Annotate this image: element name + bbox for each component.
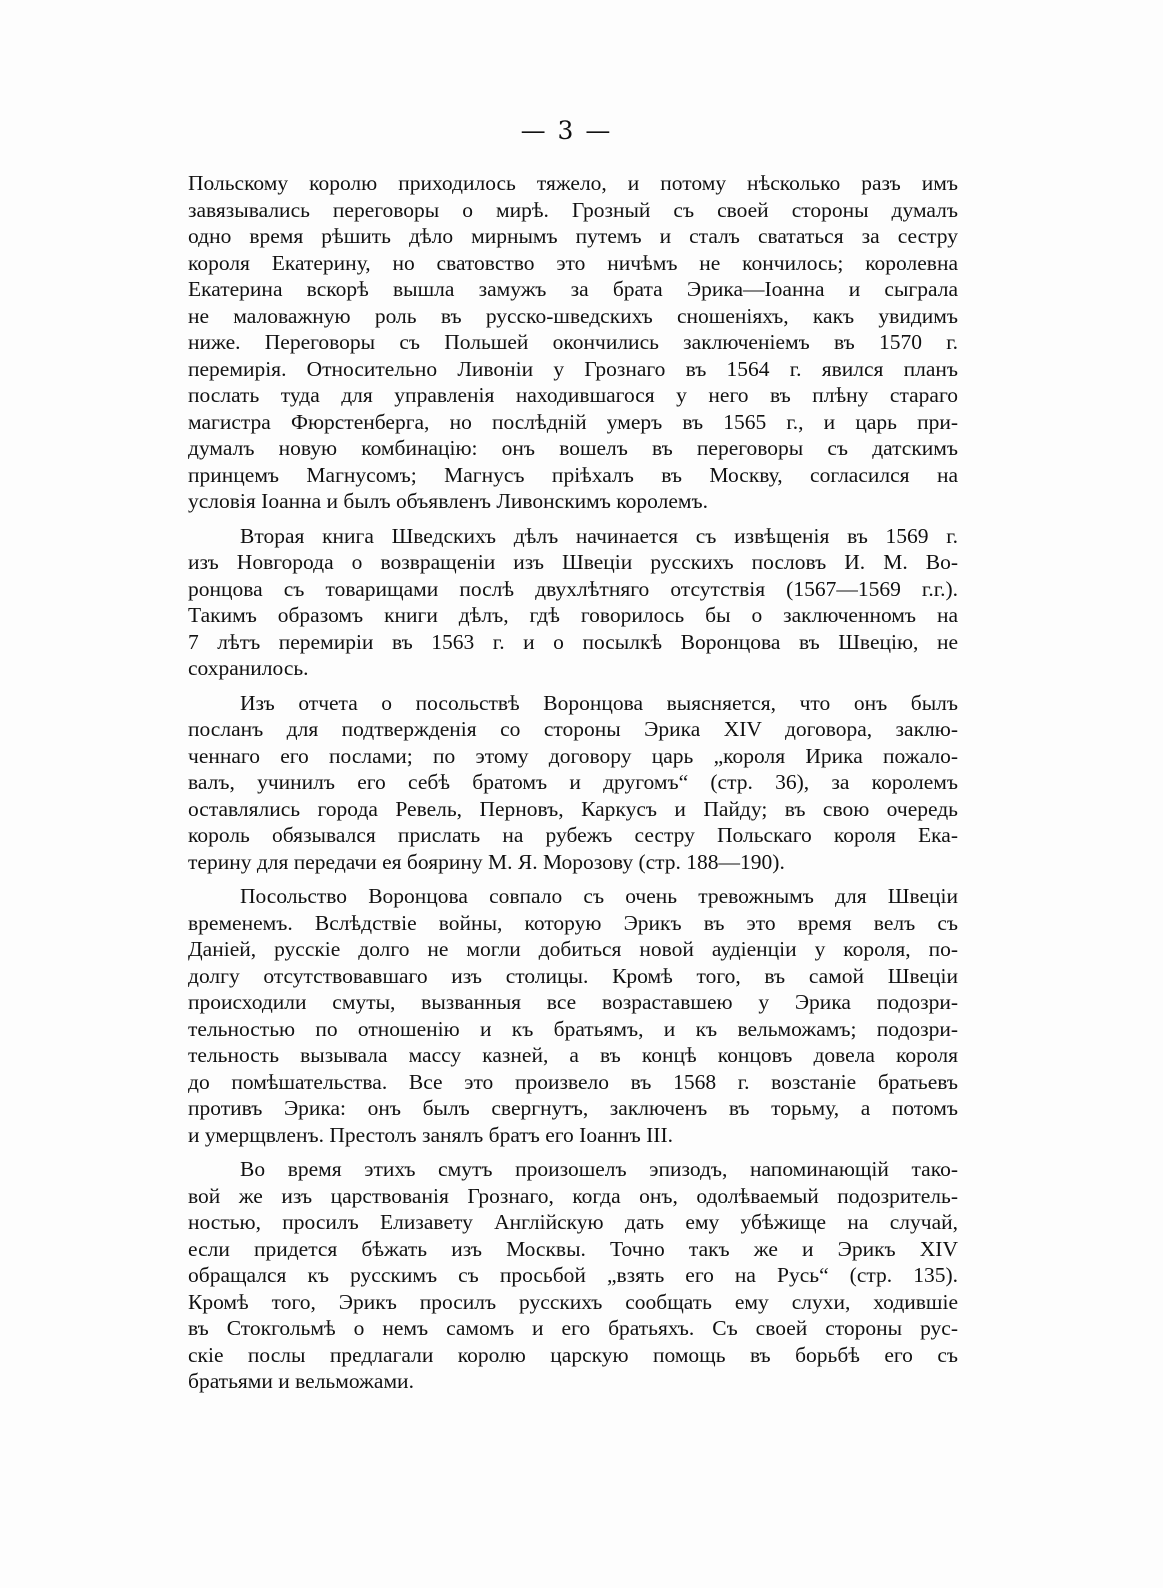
text-line: Такимъ образомъ книги дѣлъ, гдѣ говорилось бы о заключенномъ на xyxy=(188,603,958,627)
text-line: одно время рѣшить дѣло мирнымъ путемъ и сталъ свататься за сестру xyxy=(188,224,958,248)
text-line: ченнаго его послами; по этому договору царь „короля Ирика пожало- xyxy=(188,743,958,768)
paragraph xyxy=(188,883,958,1148)
text-line: до помѣшательства. Все это произвело въ 1568 г. возстаніе братьевъ xyxy=(188,1069,958,1094)
paragraph xyxy=(188,523,958,682)
text-line: условія Іоанна и былъ объявленъ Ливонскимъ королемъ. xyxy=(188,489,708,513)
text-line: вой же изъ царствованія Грознаго, когда онъ, одолѣваемый подозритель- xyxy=(188,1183,958,1208)
text-line: происходили смуты, вызванныя все возраставшею у Эрика подозри- xyxy=(188,990,958,1014)
text-line: Посольство Воронцова совпало съ очень тревожнымъ для Швеціи xyxy=(240,884,958,908)
paragraph xyxy=(188,1156,958,1395)
text-line: короля Екатерину, но сватовство это ничѣмъ не кончилось; королевна xyxy=(188,250,958,275)
text-line: временемъ. Вслѣдствіе войны, которую Эрикъ въ это время велъ съ xyxy=(188,910,958,935)
text-line: 7 лѣтъ перемиріи въ 1563 г. и о посылкѣ Воронцова въ Швецію, не xyxy=(188,629,958,654)
text-line: валъ, учинилъ его себѣ братомъ и другомъ“ (стр. 36), за королемъ xyxy=(188,770,958,794)
text-line: думалъ новую комбинацію: онъ вошелъ въ переговоры съ датскимъ xyxy=(188,436,958,460)
page-number: — 3 — xyxy=(520,116,613,145)
text-line: ронцова съ товарищами послѣ двухлѣтняго отсутствія (1567—1569 г.г.). xyxy=(188,576,958,601)
text-line: перемирія. Относительно Ливоніи у Грознаго въ 1564 г. явился планъ xyxy=(188,356,958,381)
text-line: тельностью по отношенію и къ братьямъ, и къ вельможамъ; подозри- xyxy=(188,1016,958,1041)
text-line: принцемъ Магнусомъ; Магнусъ пріѣхалъ въ Москву, согласился на xyxy=(188,462,958,487)
text-line: терину для передачи ея боярину М. Я. Морозову (стр. 188—190). xyxy=(188,849,785,874)
paragraph xyxy=(188,690,958,876)
text-line: посланъ для подтвержденія со стороны Эрика XIV договора, заклю- xyxy=(188,717,958,741)
text-line: послать туда для управленія находившагося у него въ плѣну стараго xyxy=(188,383,958,407)
text-line: Вторая книга Шведскихъ дѣлъ начинается съ извѣщенія въ 1569 г. xyxy=(240,523,958,548)
text-line: изъ Новгорода о возвращеніи изъ Швеціи русскихъ пословъ И. М. Во- xyxy=(188,550,958,574)
text-line: завязывались переговоры о мирѣ. Грозный съ своей стороны думалъ xyxy=(188,197,958,222)
text-line: въ Стокгольмѣ о немъ самомъ и его братьяхъ. Съ своей стороны рус- xyxy=(188,1316,958,1340)
text-line: ниже. Переговоры съ Польшей окончились заключеніемъ въ 1570 г. xyxy=(188,330,958,354)
text-line: ностью, просилъ Елизавету Англійскую дать ему убѣжище на случай, xyxy=(188,1210,958,1234)
text-line: противъ Эрика: онъ былъ свергнутъ, заключенъ въ торьму, а потомъ xyxy=(188,1096,958,1120)
text-line: долгу отсутствовавшаго изъ столицы. Кромѣ того, въ самой Швеціи xyxy=(188,963,958,988)
text-line: не маловажную роль въ русско-шведскихъ сношеніяхъ, какъ увидимъ xyxy=(188,303,958,328)
text-line: король обязывался прислать на рубежъ сестру Польскаго короля Ека- xyxy=(188,823,958,847)
text-line: если придется бѣжать изъ Москвы. Точно такъ же и Эрикъ XIV xyxy=(188,1236,958,1261)
text-line: Изъ отчета о посольствѣ Воронцова выясняется, что онъ былъ xyxy=(240,690,958,715)
body-text xyxy=(188,170,958,1403)
text-line: Даніей, русскіе долго не могли добиться новой аудіенціи у короля, по- xyxy=(188,937,958,961)
text-line: Кромѣ того, Эрикъ просилъ русскихъ сообщать ему слухи, ходившіе xyxy=(188,1289,958,1314)
paragraph xyxy=(188,170,958,515)
text-line: Польскому королю приходилось тяжело, и потому нѣсколько разъ имъ xyxy=(188,171,958,195)
text-line: Екатерина вскорѣ вышла замужъ за брата Эрика—Іоанна и сыграла xyxy=(188,277,958,301)
text-line: сохранилось. xyxy=(188,656,309,680)
text-line: братьями и вельможами. xyxy=(188,1369,414,1393)
text-line: Во время этихъ смутъ произошелъ эпизодъ, напоминающій тако- xyxy=(240,1157,958,1181)
text-line: скіе послы предлагали королю царскую помощь въ борьбѣ его съ xyxy=(188,1342,958,1367)
text-line: оставлялись города Ревель, Перновъ, Каркусъ и Пайду; въ свою очередь xyxy=(188,796,958,821)
text-line: магистра Фюрстенберга, но послѣдній умеръ въ 1565 г., и царь при- xyxy=(188,409,958,434)
text-line: и умерщвленъ. Престолъ занялъ братъ его Іоаннъ III. xyxy=(188,1122,673,1147)
text-line: обращался къ русскимъ съ просьбой „взять его на Русь“ (стр. 135). xyxy=(188,1263,958,1287)
text-line: тельность вызывала массу казней, а въ концѣ концовъ довела короля xyxy=(188,1043,958,1067)
